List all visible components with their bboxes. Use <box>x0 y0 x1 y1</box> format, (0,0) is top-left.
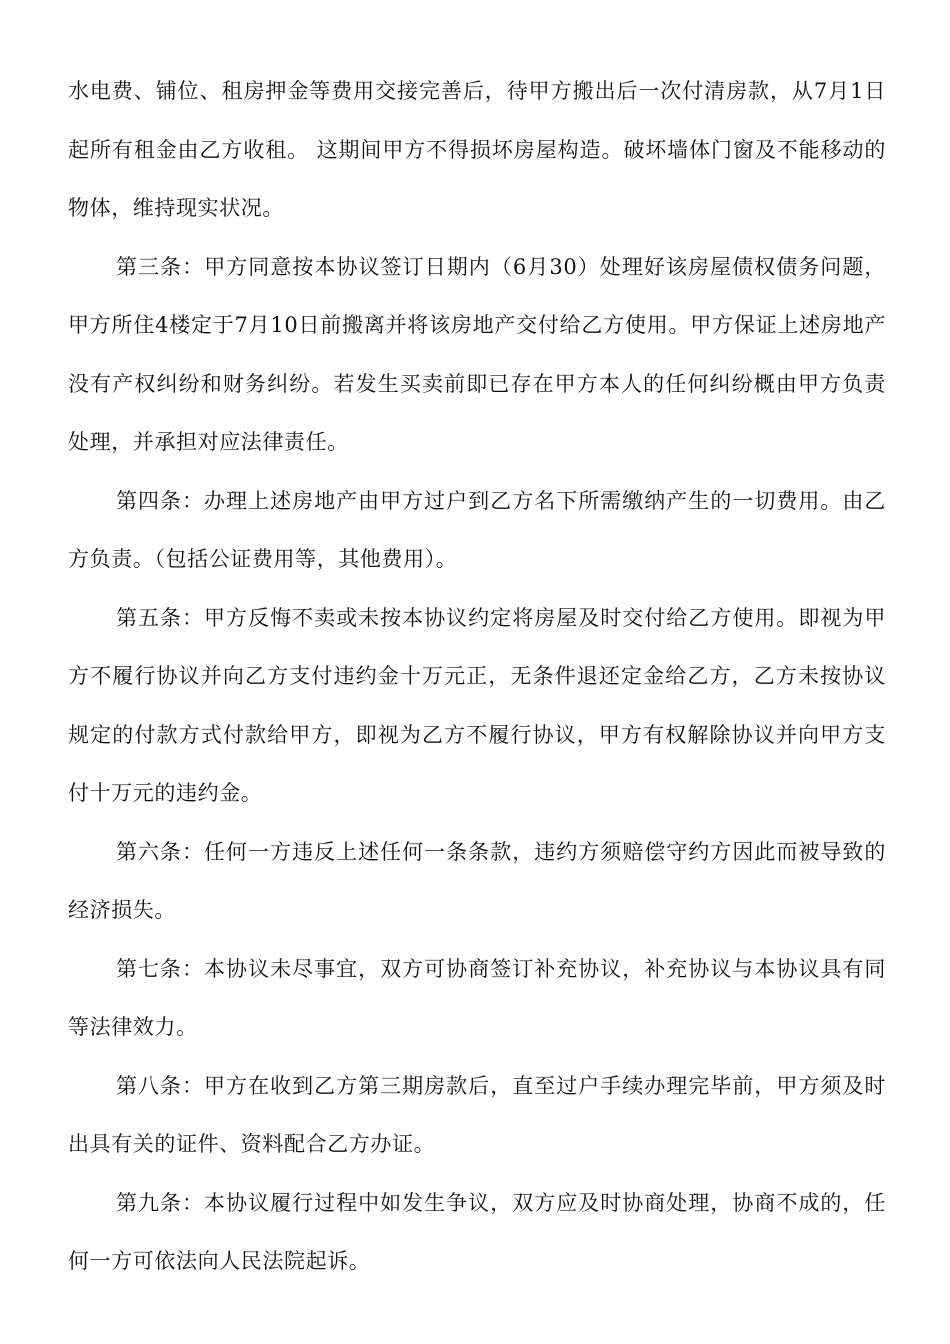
clause-3: 第三条：甲方同意按本协议签订日期内（6月30）处理好该房屋债权债务问题，甲方所住4楼定于7月10日前搬离并将该房地产交付给乙方使用。甲方保证上述房地产没有产权纠纷和财务纠纷。若发生买卖前即已存在甲方本人的任何纠纷概由甲方负责处理，并承担对应法律责任。 <box>68 254 886 454</box>
clause-4: 第四条：办理上述房地产由甲方过户到乙方名下所需缴纳产生的一切费用。由乙方负责。（包括公证费用等，其他费用）。 <box>68 488 886 571</box>
clause-6: 第六条：任何一方违反上述任何一条条款，违约方须赔偿守约方因此而被导致的经济损失。 <box>68 839 886 922</box>
clause-7: 第七条：本协议未尽事宜，双方可协商签订补充协议，补充协议与本协议具有同等法律效力。 <box>68 956 886 1039</box>
document-page <box>68 62 886 1291</box>
clause-8: 第八条：甲方在收到乙方第三期房款后，直至过户手续办理完毕前，甲方须及时出具有关的证件、资料配合乙方办证。 <box>68 1073 886 1156</box>
clause-9: 第九条：本协议履行过程中如发生争议，双方应及时协商处理，协商不成的，任何一方可依法向人民法院起诉。 <box>68 1190 886 1273</box>
paragraph-continuation: 水电费、铺位、租房押金等费用交接完善后，待甲方搬出后一次付清房款，从7月1日起所有租金由乙方收租。 这期间甲方不得损坏房屋构造。破坏墙体门窗及不能移动的物体，维持现实状况。 <box>68 79 886 220</box>
clause-5: 第五条：甲方反悔不卖或未按本协议约定将房屋及时交付给乙方使用。即视为甲方不履行协议并向乙方支付违约金十万元正，无条件退还定金给乙方，乙方未按协议规定的付款方式付款给甲方，即视为乙方不履行协议，甲方有权解除协议并向甲方支付十万元的违约金。 <box>68 605 886 805</box>
